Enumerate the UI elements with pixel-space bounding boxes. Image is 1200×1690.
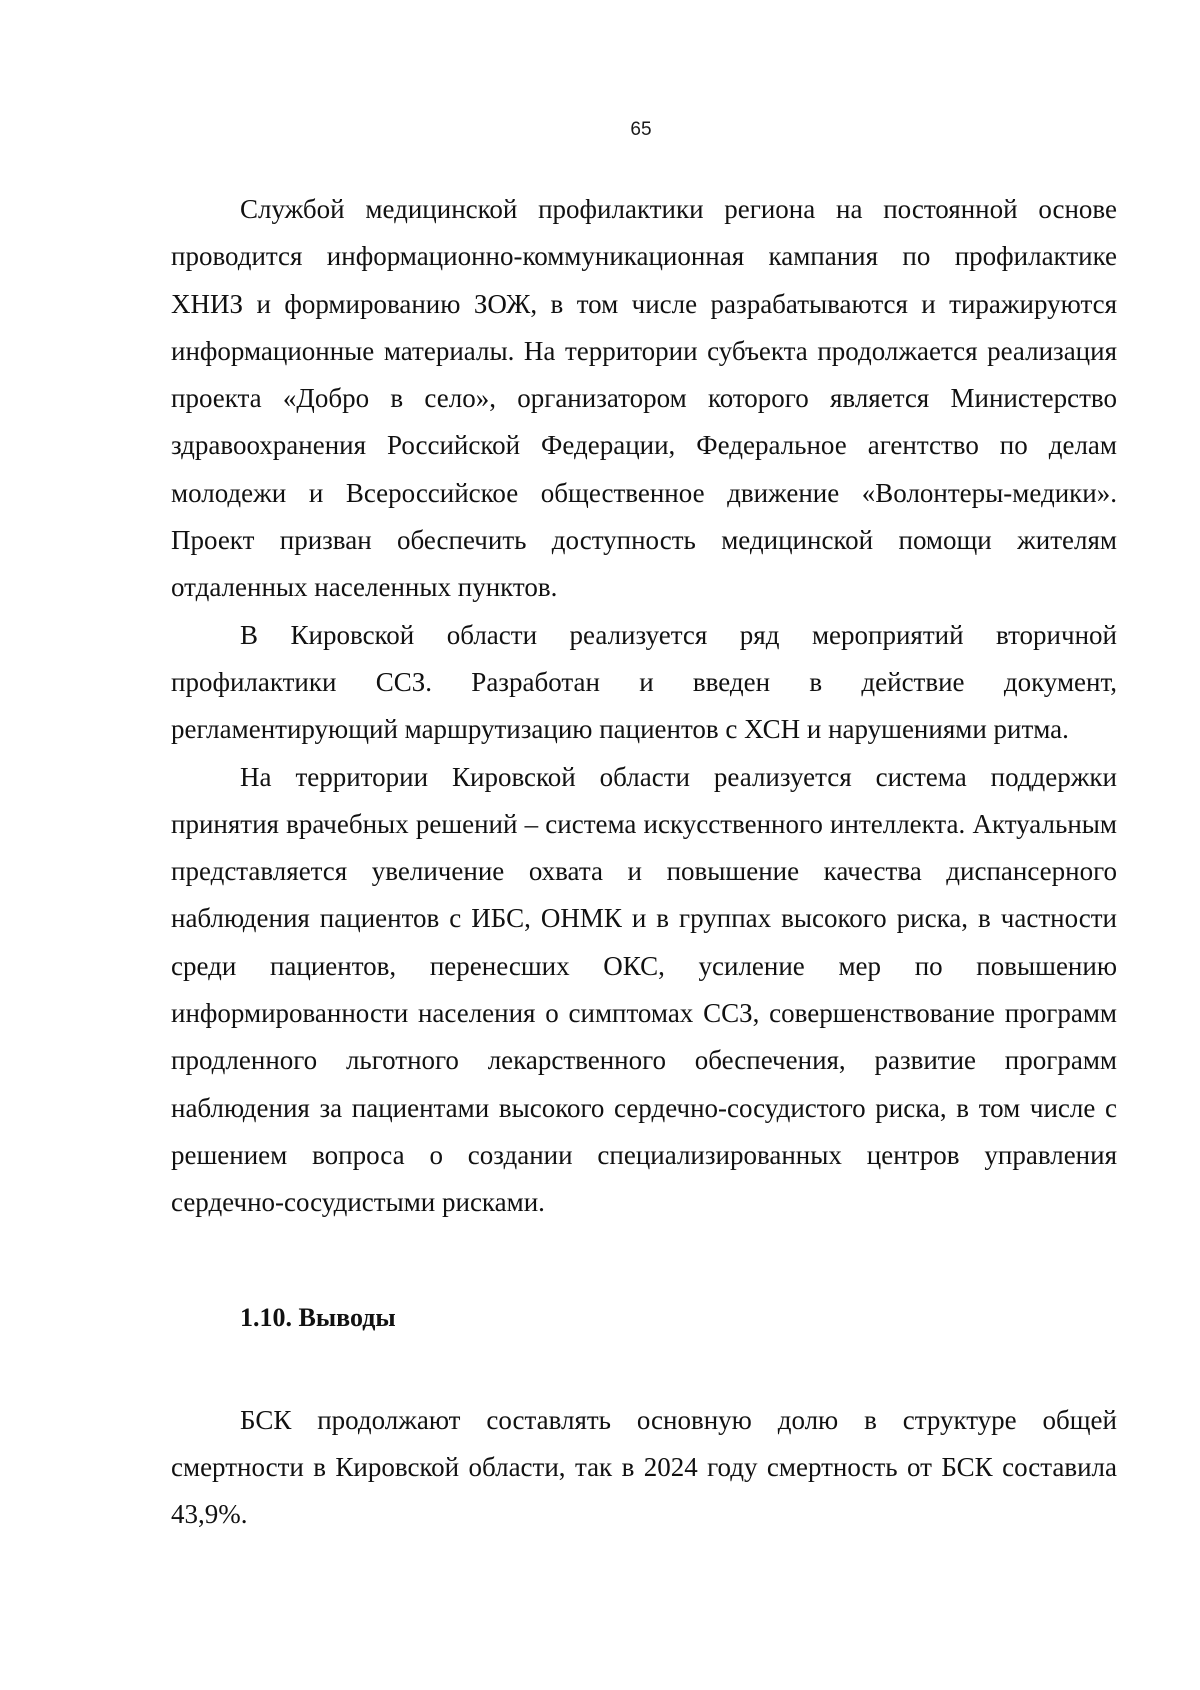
page-body — [171, 186, 1117, 1538]
page-number: 65 — [630, 119, 652, 140]
paragraph-conclusions-mortality: БСК продолжают составлять основную долю в структуре общей смертности в Кировской области, так в 2024 году смертность от БСК составила 43,9%. — [171, 1404, 1117, 1530]
paragraph-decision-support: На территории Кировской области реализуется система поддержки принятия врачебных решений – система искусственного интеллекта. Актуальным представляется увеличение охвата и повышение качества диспансерного наблюдения пациентов с ИБС, ОНМК и в группах высокого риска, в частности среди пациентов, перенесших ОКС, усиление мер по повышению информированности населения о симптомах ССЗ, совершенствование программ продленного льготного лекарственного обеспечения, развитие программ наблюдения за пациентами высокого сердечно-сосудистого риска, в том числе с решением вопроса о создании специализированных центров управления сердечно-сосудистыми рисками. — [171, 761, 1117, 1218]
paragraph-prevention-campaign: Службой медицинской профилактики региона на постоянной основе проводится информационно-коммуникационная кампания по профилактике ХНИЗ и формированию ЗОЖ, в том числе разрабатываются и тиражируются информационные материалы. На территории субъекта продолжается реализация проекта «Добро в село», организатором которого является Министерство здравоохранения Российской Федерации, Федеральное агентство по делам молодежи и Всероссийское общественное движение «Волонтеры-медики». Проект призван обеспечить доступность медицинской помощи жителям отдаленных населенных пунктов. — [171, 194, 1117, 603]
section-heading-conclusions: 1.10. Выводы — [240, 1302, 396, 1332]
paragraph-secondary-prevention: В Кировской области реализуется ряд мероприятий вторичной профилактики ССЗ. Разработан и введен в действие документ, регламентирующий маршрутизацию пациентов с ХСН и нарушениями ритма. — [171, 619, 1117, 745]
